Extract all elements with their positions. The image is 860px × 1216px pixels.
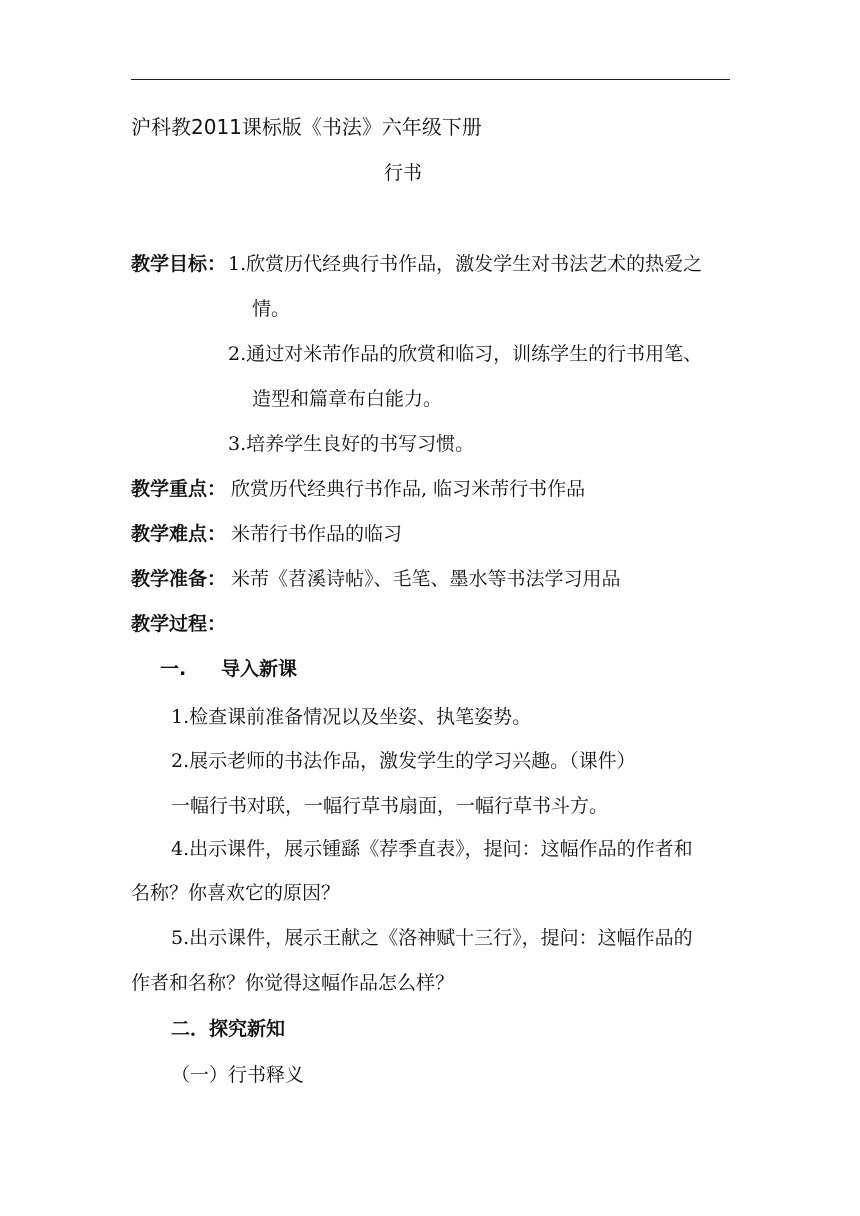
objective-1-line-1: 1.欣赏历代经典行书作品，激发学生对书法艺术的热爱之 — [228, 253, 703, 275]
step-1: 1.检查课前准备情况以及坐姿、执笔姿势。 — [171, 706, 532, 728]
step-3: 一幅行书对联，一幅行草书扇面，一幅行草书斗方。 — [171, 795, 609, 817]
course-title: 沪科教2011课标版《书法》六年级下册 — [131, 115, 482, 139]
preparation-text: 米芾《苕溪诗帖》、毛笔、墨水等书法学习用品 — [231, 568, 621, 590]
objective-1-line-2: 情。 — [252, 298, 291, 320]
step-5-line-1: 5.出示课件，展示王献之《洛神赋十三行》，提问：这幅作品的 — [171, 927, 693, 949]
lesson-title: 行书 — [384, 162, 423, 184]
difficulties-text: 米芾行书作品的临习 — [231, 523, 403, 545]
objective-2-line-2: 造型和篇章布白能力。 — [252, 388, 443, 410]
step-4-line-2: 名称？你喜欢它的原因？ — [131, 882, 341, 904]
preparation-label: 教学准备： — [131, 568, 227, 590]
step-4-line-1: 4.出示课件，展示锺繇《荐季直表》，提问：这幅作品的作者和 — [171, 838, 693, 860]
objectives-label: 教学目标： — [131, 253, 227, 275]
section-1-number: 一. — [160, 658, 187, 680]
section-2-title: 二．探究新知 — [171, 1018, 286, 1040]
header-rule — [131, 79, 730, 80]
step-2: 2.展示老师的书法作品，激发学生的学习兴趣。（课件） — [171, 750, 636, 772]
objective-2-line-1: 2.通过对米芾作品的欣赏和临习，训练学生的行书用笔、 — [228, 343, 703, 365]
key-points-text: 欣赏历代经典行书作品, 临习米芾行书作品 — [231, 478, 586, 500]
step-5-line-2: 作者和名称？你觉得这幅作品怎么样？ — [131, 972, 455, 994]
key-points-label: 教学重点： — [131, 478, 227, 500]
objective-3: 3.培养学生良好的书写习惯。 — [228, 433, 475, 455]
section-1-title: 导入新课 — [221, 658, 298, 680]
subsection-1-title: （一）行书释义 — [171, 1064, 305, 1086]
process-label: 教学过程： — [131, 613, 227, 635]
difficulties-label: 教学难点： — [131, 523, 227, 545]
